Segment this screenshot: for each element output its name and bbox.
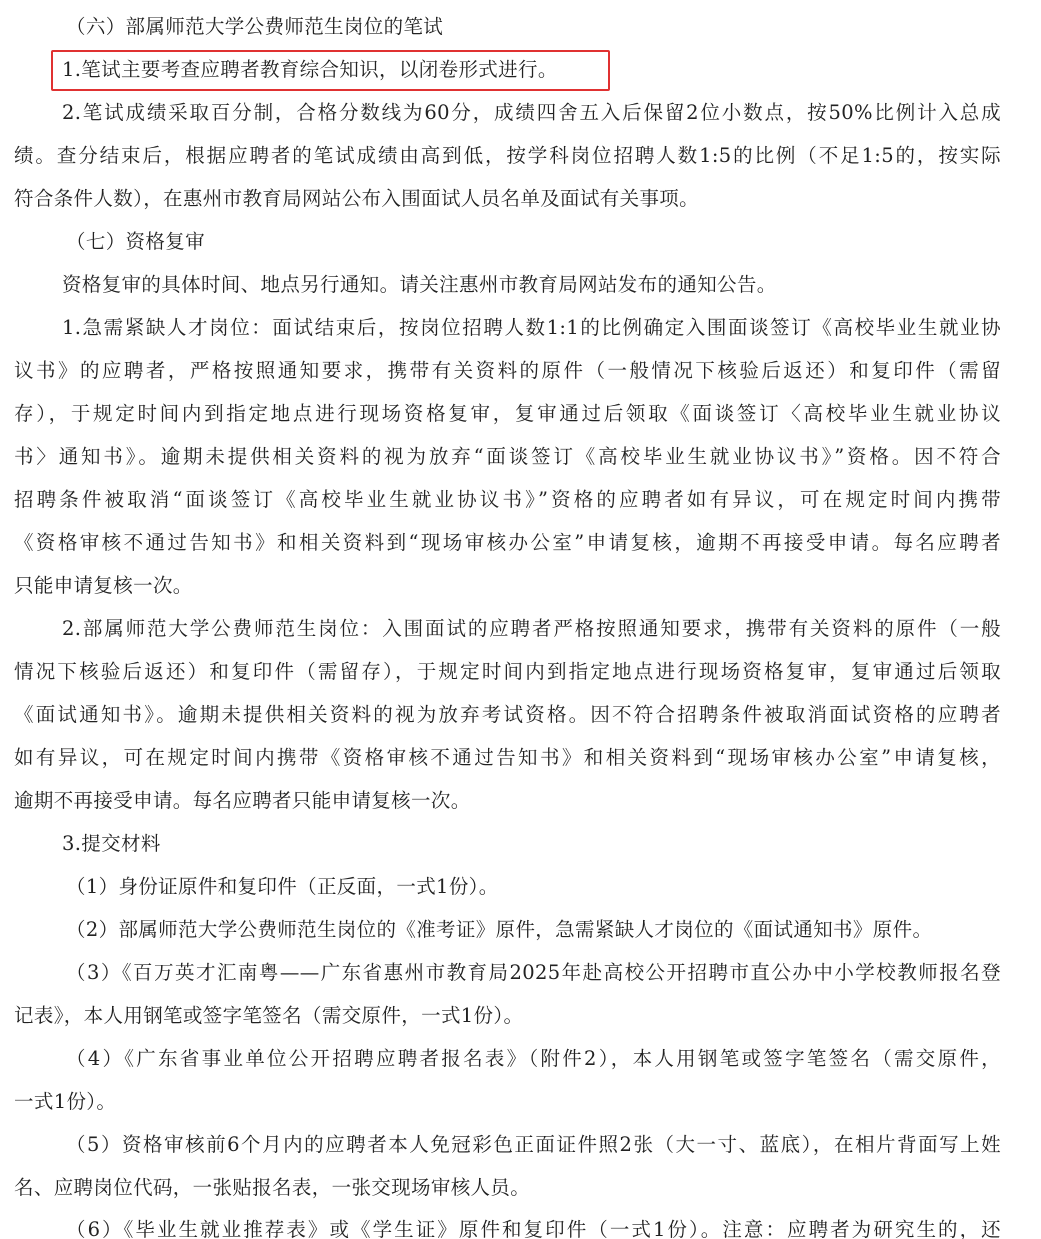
paragraph-line: 2.笔试成绩采取百分制，合格分数线为60分，成绩四舍五入后保留2位小数点，按50%比例计入总成	[62, 101, 1001, 124]
section-heading-written-exam: （六）部属师范大学公费师范生岗位的笔试	[66, 15, 444, 38]
paragraph-line: 绩。查分结束后，根据应聘者的笔试成绩由高到低，按学科岗位招聘人数1:5的比例（不足1:5的，按实际	[14, 144, 1001, 167]
paragraph-line: 如有异议，可在规定时间内携带《资格审核不通过告知书》和相关资料到“现场审核办公室”申请复核，	[14, 746, 1001, 769]
list-item: （5）资格审核前6个月内的应聘者本人免冠彩色正面证件照2张（大一寸、蓝底），在相片背面写上姓	[66, 1133, 1001, 1156]
paragraph-line: 书〉通知书》。逾期未提供相关资料的视为放弃“面谈签订《高校毕业生就业协议书》”资格。因不符合	[14, 445, 1001, 468]
paragraph-line: 只能申请复核一次。	[14, 574, 193, 597]
section-heading-qualification-review: （七）资格复审	[66, 230, 205, 253]
paragraph-line: 《资格审核不通过告知书》和相关资料到“现场审核办公室”申请复核，逾期不再接受申请。每名应聘者	[14, 531, 1001, 554]
paragraph-line: 情况下核验后返还）和复印件（需留存），于规定时间内到指定地点进行现场资格复审，复审通过后领取	[14, 660, 1001, 683]
list-item: （4）《广东省事业单位公开招聘应聘者报名表》（附件2），本人用钢笔或签字笔签名（需交原件，	[66, 1047, 1001, 1070]
paragraph-line: 存），于规定时间内到指定地点进行现场资格复审，复审通过后领取《面谈签订〈高校毕业生就业协议	[14, 402, 1001, 425]
list-item: （1）身份证原件和复印件（正反面，一式1份）。	[66, 875, 499, 898]
paragraph-line: 2.部属师范大学公费师范生岗位：入围面试的应聘者严格按照通知要求，携带有关资料的原件（一般	[62, 617, 1001, 640]
paragraph-line: 1.急需紧缺人才岗位：面试结束后，按岗位招聘人数1:1的比例确定入围面谈签订《高校毕业生就业协	[62, 316, 1001, 339]
paragraph-line: 《面试通知书》。逾期未提供相关资料的视为放弃考试资格。因不符合招聘条件被取消面试资格的应聘者	[14, 703, 1001, 726]
paragraph-line-highlighted: 1.笔试主要考查应聘者教育综合知识，以闭卷形式进行。	[62, 58, 558, 81]
list-item-continuation: 名、应聘岗位代码，一张贴报名表，一张交现场审核人员。	[14, 1176, 531, 1199]
list-item-continuation: 一式1份）。	[14, 1090, 117, 1113]
subheading-submit-materials: 3.提交材料	[62, 832, 161, 855]
list-item: （3）《百万英才汇南粤——广东省惠州市教育局2025年赴高校公开招聘市直公办中小学校教师报名登	[66, 961, 1001, 984]
paragraph-line: 资格复审的具体时间、地点另行通知。请关注惠州市教育局网站发布的通知公告。	[62, 273, 777, 296]
cropped-bottom-line	[0, 1212, 1041, 1239]
list-item-continuation: 记表》，本人用钢笔或签字笔签名（需交原件，一式1份）。	[14, 1004, 524, 1027]
paragraph-line: 逾期不再接受申请。每名应聘者只能申请复核一次。	[14, 789, 471, 812]
list-item: （2）部属师范大学公费师范生岗位的《准考证》原件，急需紧缺人才岗位的《面试通知书》原件。	[66, 918, 933, 941]
paragraph-line: 招聘条件被取消“面谈签订《高校毕业生就业协议书》”资格的应聘者如有异议，可在规定时间内携带	[14, 488, 1001, 511]
paragraph-line: 议书》的应聘者，严格按照通知要求，携带有关资料的原件（一般情况下核验后返还）和复印件（需留	[14, 359, 1001, 382]
paragraph-line: 符合条件人数），在惠州市教育局网站公布入围面试人员名单及面试有关事项。	[14, 187, 700, 210]
highlight-box	[51, 50, 610, 91]
list-item: （6）《毕业生就业推荐表》或《学生证》原件和复印件（一式1份）。注意：应聘者为研究生的，还	[66, 1218, 1001, 1239]
